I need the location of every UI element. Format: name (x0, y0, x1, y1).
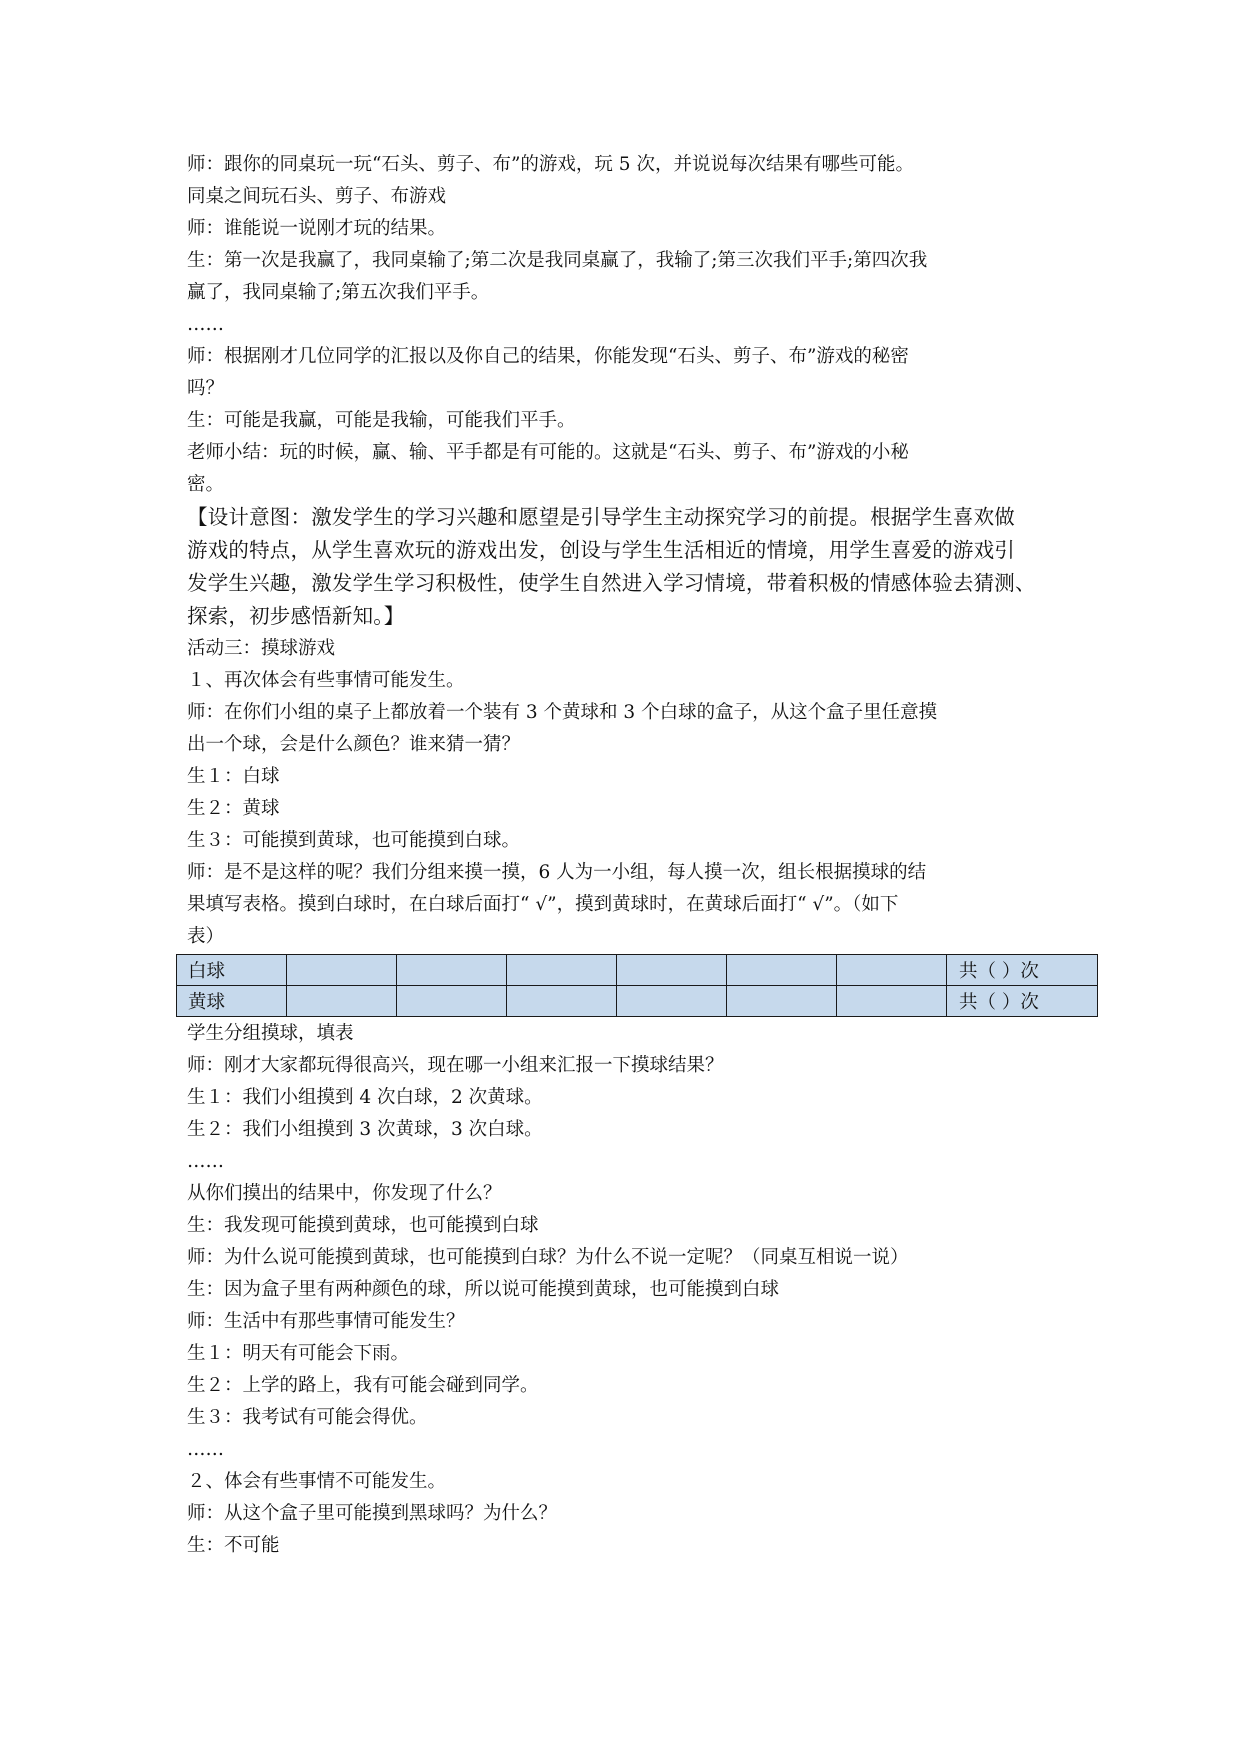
text-line: 师：刚才大家都玩得很高兴，现在哪一小组来汇报一下摸球结果？ (187, 1055, 724, 1076)
tally-cell (727, 986, 837, 1017)
text-line: 果填写表格。摸到白球时，在白球后面打“ √”，摸到黄球时，在黄球后面打“ √”。（如下 (187, 894, 899, 915)
ball-tally-table (176, 954, 1098, 1017)
text-line: 同桌之间玩石头、剪子、布游戏 (187, 186, 447, 207)
text-line: 生１：我们小组摸到 4 次白球，2 次黄球。 (187, 1087, 543, 1108)
ellipsis-line: …… (187, 1439, 224, 1460)
text-line: 出一个球，会是什么颜色？谁来猜一猜？ (187, 734, 521, 755)
text-line: 生２：我们小组摸到 3 次黄球，3 次白球。 (187, 1119, 543, 1140)
text-line: 生：可能是我赢，可能是我输，可能我们平手。 (187, 410, 576, 431)
text-line: 生：第一次是我赢了，我同桌输了;第二次是我同桌赢了，我输了;第三次我们平手;第四次我 (187, 250, 928, 271)
table-row-white (177, 955, 1098, 986)
tally-cell (837, 955, 947, 986)
text-line: 师：从这个盒子里可能摸到黑球吗？为什么？ (187, 1503, 558, 1524)
tally-cell (837, 986, 947, 1017)
text-line: 密。 (187, 474, 225, 495)
tally-cell (727, 955, 837, 986)
text-line: 师：根据刚才几位同学的汇报以及你自己的结果，你能发现“石头、剪子、布”游戏的秘密 (187, 346, 909, 367)
tally-cell (287, 986, 397, 1017)
tally-cell (507, 986, 617, 1017)
tally-cell (397, 955, 507, 986)
tally-cell (397, 986, 507, 1017)
text-line: 从你们摸出的结果中，你发现了什么？ (187, 1183, 502, 1204)
text-line: 师：生活中有那些事情可能发生？ (187, 1311, 465, 1332)
text-line: 师：谁能说一说刚才玩的结果。 (187, 218, 447, 239)
text-line: 表） (187, 926, 225, 947)
text-line: 老师小结：玩的时候，赢、输、平手都是有可能的。这就是“石头、剪子、布”游戏的小秘 (187, 442, 909, 463)
text-line: 生２：黄球 (187, 798, 280, 819)
row-label-yellow-ball: 黄球 (177, 986, 287, 1017)
text-line: 生：因为盒子里有两种颜色的球，所以说可能摸到黄球，也可能摸到白球 (187, 1279, 780, 1300)
text-line: 师：跟你的同桌玩一玩“石头、剪子、布”的游戏，玩 5 次，并说说每次结果有哪些可能。 (187, 154, 914, 175)
tally-cell (507, 955, 617, 986)
design-note-line: 游戏的特点，从学生喜欢玩的游戏出发，创设与学生生活相近的情境，用学生喜爱的游戏引 (187, 538, 1015, 562)
text-line: 吗？ (187, 378, 225, 399)
dialogue-block-3 (187, 1018, 1067, 1562)
text-line: 师：在你们小组的桌子上都放着一个装有 3 个黄球和 3 个白球的盒子，从这个盒子里任意摸 (187, 702, 938, 723)
design-intent-note (187, 501, 1067, 633)
total-count-cell: 共（ ）次 (947, 955, 1098, 986)
text-line: 生２：上学的路上，我有可能会碰到同学。 (187, 1375, 539, 1396)
text-line: 生１：白球 (187, 766, 280, 787)
subsection-heading: ２、体会有些事情不可能发生。 (187, 1471, 447, 1492)
document-page (187, 149, 1067, 1562)
text-line: 生：不可能 (187, 1535, 280, 1556)
ellipsis-line: …… (187, 1151, 224, 1172)
text-line: 生３：我考试有可能会得优。 (187, 1407, 428, 1428)
design-note-line: 探索，初步感悟新知。】 (187, 604, 405, 628)
text-line: 生３：可能摸到黄球，也可能摸到白球。 (187, 830, 521, 851)
text-line: 赢了，我同桌输了;第五次我们平手。 (187, 282, 490, 303)
text-line: 师：为什么说可能摸到黄球，也可能摸到白球？为什么不说一定呢？（同桌互相说一说） (187, 1247, 909, 1268)
text-line: 生：我发现可能摸到黄球，也可能摸到白球 (187, 1215, 539, 1236)
text-line: 师：是不是这样的呢？我们分组来摸一摸，6 人为一小组，每人摸一次，组长根据摸球的结 (187, 862, 927, 883)
tally-cell (617, 955, 727, 986)
text-line: 生１：明天有可能会下雨。 (187, 1343, 410, 1364)
row-label-white-ball: 白球 (177, 955, 287, 986)
dialogue-block-1 (187, 149, 1067, 501)
table-row-yellow (177, 986, 1098, 1017)
total-count-cell: 共（ ）次 (947, 986, 1098, 1017)
section-heading: 活动三：摸球游戏 (187, 638, 336, 659)
design-note-line: 【设计意图：激发学生的学习兴趣和愿望是引导学生主动探究学习的前提。根据学生喜欢做 (187, 505, 1015, 529)
subsection-heading: １、再次体会有些事情可能发生。 (187, 670, 465, 691)
design-note-line: 发学生兴趣，激发学生学习积极性，使学生自然进入学习情境，带着积极的情感体验去猜测、 (187, 571, 1036, 595)
tally-cell (617, 986, 727, 1017)
tally-cell (287, 955, 397, 986)
ellipsis-line: …… (187, 314, 224, 335)
dialogue-block-2 (187, 633, 1067, 953)
text-line: 学生分组摸球，填表 (187, 1023, 354, 1044)
